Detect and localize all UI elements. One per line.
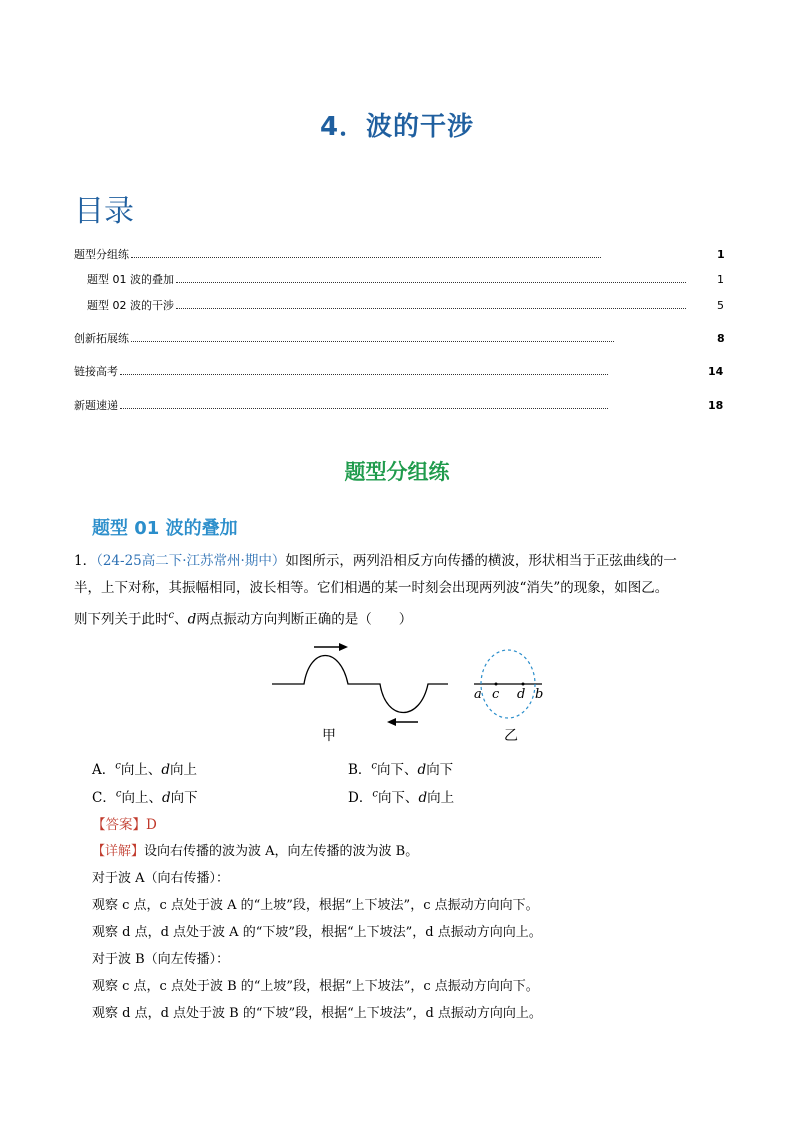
point-label-c: c <box>492 687 500 702</box>
detail-line: 观察 c 点，c 点处于波 A 的“上坡”段，根据“上下坡法”，c 点振动方向向下。 <box>92 898 539 913</box>
toc-leader <box>131 257 601 258</box>
var-c: c <box>371 760 378 772</box>
detail-intro-line <box>92 840 732 859</box>
detail-tag: 【详解】 <box>92 844 145 859</box>
answer <box>92 813 157 833</box>
detail-line: 对于波 B（向左传播）： <box>92 952 230 967</box>
option-text: 向上、 <box>121 790 162 806</box>
var-d: d <box>161 762 171 778</box>
question-line-2: 半，上下对称，其振幅相同，波长相等。它们相遇的某一时刻会出现两列波“消失”的现象，如图乙。 <box>74 580 669 596</box>
toc-label: 题型 01 波的叠加 <box>87 273 174 286</box>
separator: 、 <box>174 611 188 628</box>
var-c: c <box>115 760 121 772</box>
toc-entry[interactable] <box>87 271 722 287</box>
subsection-title: 题型 01 波的叠加 <box>92 518 238 539</box>
var-c: c <box>372 788 378 800</box>
arrow-right-head <box>339 643 348 651</box>
question-line1-text: 如图所示，两列沿相反方向传播的横波，形状相当于正弦曲线的一 <box>285 553 677 569</box>
toc-entry[interactable] <box>74 397 722 413</box>
answer-value: D <box>146 817 157 833</box>
option-text: 向下 <box>170 790 198 806</box>
section-title: 题型分组练 <box>344 460 450 484</box>
question-number: 1． <box>74 553 97 569</box>
toc-entry[interactable] <box>74 363 722 379</box>
question-source: （24-25高二下·江苏常州·期中） <box>96 553 286 569</box>
toc-leader <box>120 408 608 409</box>
figure-label-jia: 甲 <box>322 728 336 744</box>
toc-leader <box>176 308 686 309</box>
toc-heading: 目录 <box>74 194 134 229</box>
option-letter: B． <box>348 762 372 778</box>
question-line-1 <box>74 548 714 575</box>
point-label-d: d <box>517 687 526 702</box>
option-text: 向下 <box>426 762 454 778</box>
toc-label: 创新拓展练 <box>74 332 129 345</box>
point-label-a: a <box>474 687 482 702</box>
question-line-3 <box>74 602 714 634</box>
toc-entry[interactable] <box>74 246 725 262</box>
toc-page: 18 <box>708 398 724 412</box>
arrow-left-head <box>387 718 396 726</box>
toc-page: 1 <box>717 247 725 261</box>
option-text: 向下、 <box>377 762 418 778</box>
detail-line: 观察 d 点，d 点处于波 A 的“下坡”段，根据“上下坡法”，d 点振动方向向上。 <box>92 925 542 940</box>
toc-leader <box>176 282 686 283</box>
point-d-dot <box>522 683 525 686</box>
toc-label: 题型 02 波的干涉 <box>87 299 174 312</box>
toc-page: 1 <box>717 272 724 286</box>
var-c: c <box>168 610 175 621</box>
wave-figure <box>268 636 558 746</box>
toc-entry[interactable] <box>74 330 725 346</box>
point-label-b: b <box>535 687 544 702</box>
question-text <box>74 548 714 634</box>
option-letter: A． <box>92 762 116 778</box>
option-text: 向上 <box>170 762 198 778</box>
option-text: 向下、 <box>377 790 419 806</box>
toc-leader <box>131 341 614 342</box>
toc-label: 链接高考 <box>74 365 118 378</box>
question-line3-end: 两点振动方向判断正确的是（ ） <box>196 611 413 628</box>
detail-intro: 设向右传播的波为波 A，向左传播的波为波 B。 <box>144 844 419 859</box>
option-d[interactable] <box>348 786 454 806</box>
wave-jia <box>272 656 448 713</box>
option-letter: D． <box>348 790 373 806</box>
toc-page: 14 <box>708 364 724 378</box>
var-c: c <box>115 788 122 800</box>
option-a[interactable] <box>92 758 197 778</box>
answer-tag: 【答案】 <box>92 817 146 833</box>
toc-leader <box>120 374 608 375</box>
detail-line: 对于波 A（向右传播）： <box>92 871 230 886</box>
question-line3-text: 则下列关于此时 <box>74 611 169 628</box>
option-letter: C． <box>92 790 116 806</box>
toc-label: 题型分组练 <box>74 248 129 261</box>
toc-label: 新题速递 <box>74 399 118 412</box>
toc-entry[interactable] <box>87 297 722 313</box>
option-b[interactable] <box>348 758 453 778</box>
figure-label-yi: 乙 <box>504 728 518 744</box>
var-d: d <box>161 790 171 806</box>
var-d: d <box>187 611 197 628</box>
option-text: 向上、 <box>120 762 162 778</box>
option-c[interactable] <box>92 786 198 806</box>
toc-page: 8 <box>717 331 725 345</box>
detail-line: 观察 c 点，c 点处于波 B 的“上坡”段，根据“上下坡法”，c 点振动方向向下。 <box>92 979 539 994</box>
toc-page: 5 <box>717 298 724 312</box>
var-d: d <box>418 790 428 806</box>
var-d: d <box>417 762 427 778</box>
document-title: 4．波的干涉 <box>319 112 475 142</box>
option-text: 向上 <box>427 790 455 806</box>
point-c-dot <box>495 683 498 686</box>
detail-line: 观察 d 点，d 点处于波 B 的“下坡”段，根据“上下坡法”，d 点振动方向向上。 <box>92 1006 542 1021</box>
